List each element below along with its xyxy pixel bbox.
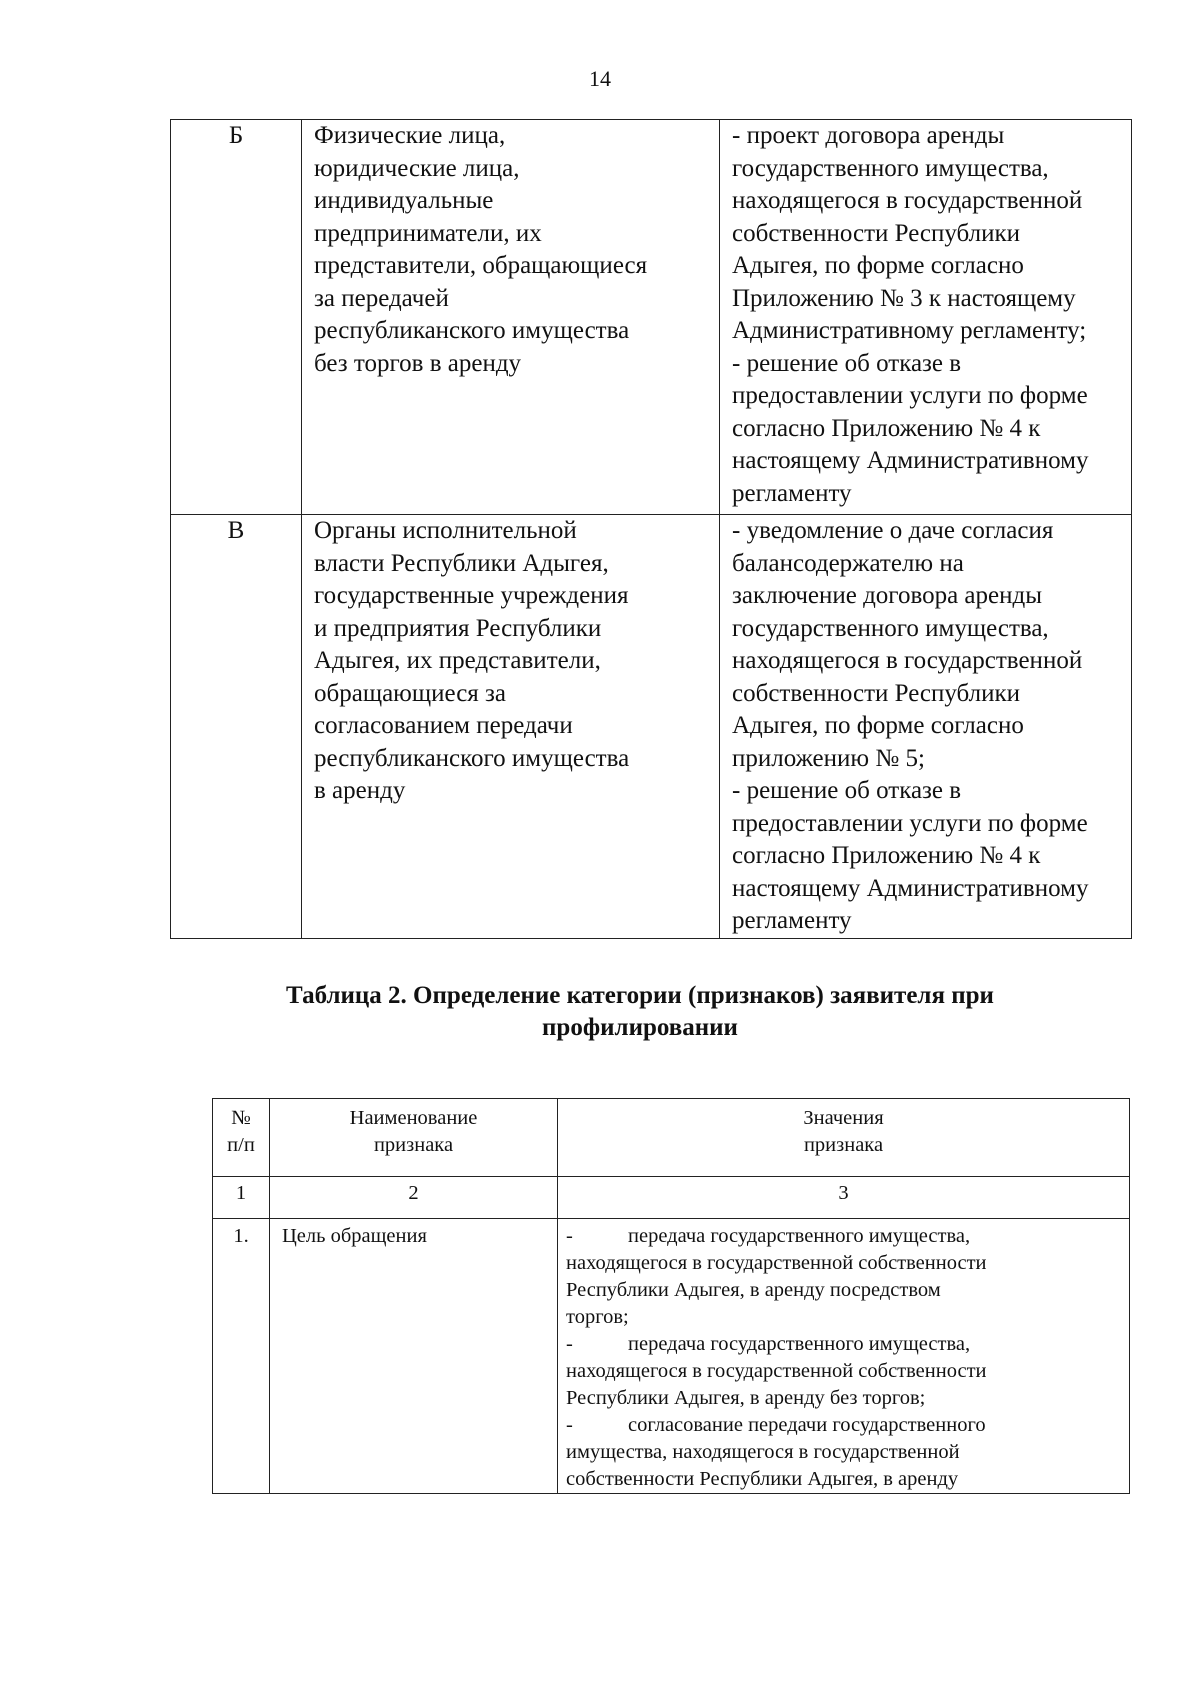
caption-line: профилировании [542, 1014, 738, 1041]
applicant-category-letter: В [171, 515, 302, 939]
text-line: балансодержателю на [732, 549, 964, 577]
text-line: индивидуальные [314, 187, 494, 214]
table-row [171, 120, 1132, 515]
text-line: власти Республики Адыгея, [314, 549, 609, 577]
header-num [213, 1099, 270, 1177]
applicant-description [302, 515, 720, 939]
text-line: настоящему Административному [732, 447, 1089, 474]
text-line: согласованием передачи [314, 712, 573, 739]
text-line: Адыгея, по форме согласно [732, 252, 1024, 279]
text-line: предприниматели, их [314, 219, 542, 247]
value-text: передача государственного имущества, [628, 1225, 971, 1247]
column-number: 1 [213, 1177, 270, 1219]
text-line: находящегося в государственной собственности [566, 1252, 987, 1274]
text-line: Приложению № 3 к настоящему [732, 284, 1076, 312]
list-dash: - [566, 1225, 573, 1247]
text-line: в аренду [314, 777, 406, 804]
applicant-description [302, 120, 720, 515]
text-line: находящегося в государственной [732, 187, 1083, 214]
text-line: находящегося в государственной [732, 647, 1083, 674]
service-result [720, 120, 1132, 515]
text-line: - уведомление о даче согласия [732, 517, 1054, 544]
text-line: республиканского имущества [314, 744, 630, 772]
text-line: собственности Республики Адыгея, в аренду [566, 1468, 959, 1490]
text-line: заключение договора аренды [732, 582, 1043, 609]
text-line: предоставлении услуги по форме [732, 809, 1088, 837]
list-dash: - [566, 1414, 573, 1436]
page-number: 14 [589, 66, 611, 91]
text-line: согласно Приложению № 4 к [732, 414, 1041, 442]
text-line: представители, обращающиеся [314, 252, 648, 279]
text-line: имущества, находящегося в государственной [566, 1441, 960, 1463]
text-line: государственного имущества, [732, 614, 1049, 642]
applicant-category-letter: Б [171, 120, 302, 515]
value-text: согласование передачи государственного [628, 1414, 986, 1436]
text-line: республиканского имущества [314, 317, 630, 344]
text-line: согласно Приложению № 4 к [732, 842, 1041, 869]
text-line: настоящему Административному [732, 874, 1089, 902]
header-text: № [231, 1107, 251, 1129]
feature-name: Цель обращения [270, 1219, 558, 1494]
header-text: Значения [803, 1107, 884, 1129]
header-text: признака [373, 1134, 454, 1156]
header-text: признака [803, 1134, 884, 1156]
list-dash: - [566, 1333, 573, 1355]
text-line: юридические лица, [314, 154, 520, 182]
service-result [720, 515, 1132, 939]
header-text: п/п [227, 1134, 255, 1156]
table-row [213, 1219, 1130, 1494]
text-line: государственного имущества, [732, 154, 1049, 182]
applicant-results-table [170, 119, 1132, 939]
caption-line: Таблица 2. Определение категории (признаков) заявителя при [286, 982, 994, 1009]
text-line: Физические лица, [314, 122, 506, 149]
text-line: Административному регламенту; [732, 317, 1087, 344]
text-line: регламенту [732, 479, 852, 507]
text-line: предоставлении услуги по форме [732, 382, 1088, 409]
text-line: находящегося в государственной собственности [566, 1360, 987, 1382]
text-line [566, 1412, 1129, 1439]
text-line: Органы исполнительной [314, 517, 577, 544]
table-caption [230, 980, 1050, 1044]
header-text: Наименование [349, 1107, 478, 1129]
text-line: - решение об отказе в [732, 349, 962, 377]
text-line: торгов; [566, 1306, 629, 1328]
text-line: без торгов в аренду [314, 349, 522, 377]
text-line: Республики Адыгея, в аренду посредством [566, 1279, 941, 1301]
row-number: 1. [213, 1219, 270, 1494]
text-line: и предприятия Республики [314, 614, 602, 642]
text-line: собственности Республики [732, 679, 1021, 707]
text-line [566, 1331, 1129, 1358]
text-line: - проект договора аренды [732, 122, 1005, 149]
column-number: 2 [270, 1177, 558, 1219]
text-line: регламенту [732, 907, 852, 934]
text-line: Республики Адыгея, в аренду без торгов; [566, 1387, 926, 1409]
column-number: 3 [558, 1177, 1130, 1219]
text-line: обращающиеся за [314, 679, 507, 707]
column-number-row [213, 1177, 1130, 1219]
text-line: Адыгея, их представители, [314, 647, 601, 674]
text-line: государственные учреждения [314, 582, 629, 609]
text-line: приложению № 5; [732, 744, 925, 772]
table-header-row [213, 1099, 1130, 1177]
text-line: Адыгея, по форме согласно [732, 712, 1024, 739]
text-line: собственности Республики [732, 219, 1021, 247]
header-feature-values [558, 1099, 1130, 1177]
table-row [171, 515, 1132, 939]
text-line: за передачей [314, 284, 449, 312]
header-feature-name [270, 1099, 558, 1177]
text-line [566, 1223, 1129, 1250]
value-text: передача государственного имущества, [628, 1333, 971, 1355]
applicant-features-table [212, 1098, 1130, 1494]
feature-values [558, 1219, 1130, 1494]
text-line: - решение об отказе в [732, 777, 962, 804]
